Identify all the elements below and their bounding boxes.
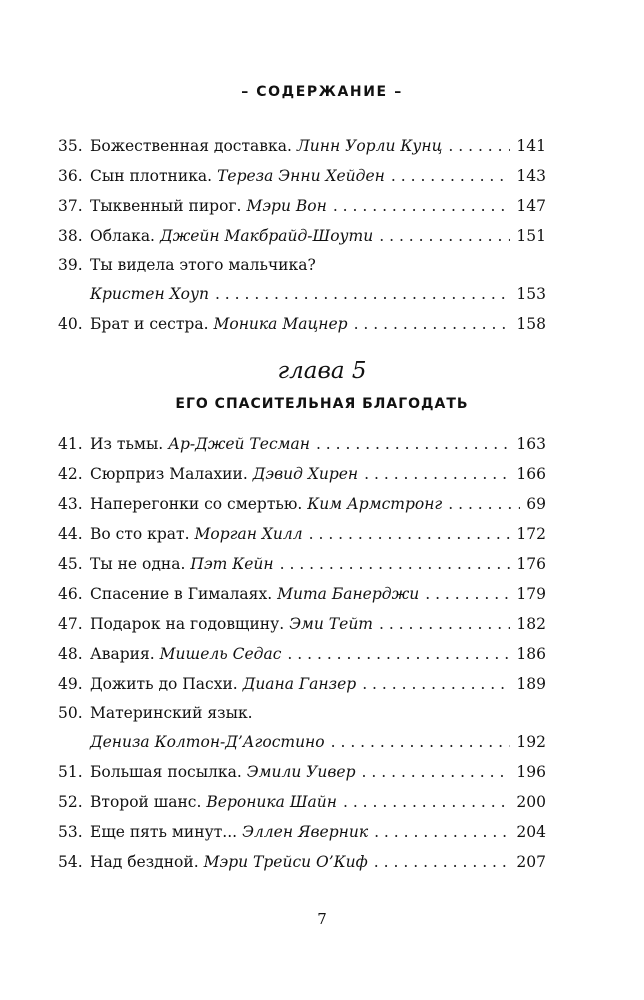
entry-title: Подарок на годовщину. — [90, 615, 285, 633]
dot-leader — [425, 579, 510, 609]
entry-title: Второй шанс. — [90, 793, 202, 811]
entry-title: Тыквенный пирог. — [90, 197, 242, 215]
entry-author: Моника Мацнер — [213, 315, 348, 333]
entry-title: Материнский язык. — [90, 704, 253, 722]
entry-page: 182 — [516, 615, 546, 633]
toc-list-part2 — [58, 429, 546, 877]
entry-page: 196 — [516, 763, 546, 781]
toc-entry — [58, 639, 546, 669]
entry-number: 45. — [58, 555, 83, 573]
entry-title: Ты видела этого мальчика? — [90, 256, 316, 274]
entry-author: Кристен Хоуп — [90, 285, 209, 303]
entry-number: 44. — [58, 525, 83, 543]
chapter-label: глава 5 — [277, 358, 367, 384]
toc-entry — [58, 191, 546, 221]
entry-author: Пэт Кейн — [190, 555, 274, 573]
entry-title: Наперегонки со смертью. — [90, 495, 303, 513]
entry-number: 41. — [58, 435, 83, 453]
dot-leader — [287, 639, 510, 669]
toc-entry — [58, 429, 546, 459]
entry-author: Ар-Джей Тесман — [168, 435, 310, 453]
dot-leader — [362, 757, 511, 787]
entry-author: Эми Тейт — [289, 615, 373, 633]
entry-number: 47. — [58, 615, 83, 633]
entry-author: Диана Ганзер — [242, 675, 357, 693]
entry-number: 53. — [58, 823, 83, 841]
entry-author: Тереза Энни Хейден — [217, 167, 385, 185]
entry-title: Над бездной. — [90, 853, 199, 871]
entry-number: 51. — [58, 763, 83, 781]
toc-entry — [58, 669, 546, 699]
toc-entry — [58, 699, 546, 757]
entry-title: Из тьмы. — [90, 435, 164, 453]
toc-entry — [58, 609, 546, 639]
entry-page: 166 — [516, 465, 546, 483]
toc-entry — [58, 459, 546, 489]
page-number: 7 — [317, 910, 327, 928]
entry-number: 52. — [58, 793, 83, 811]
entry-page: 158 — [516, 315, 546, 333]
dot-leader — [354, 309, 511, 339]
dot-leader — [309, 519, 511, 549]
entry-page: 172 — [516, 525, 546, 543]
dot-leader — [391, 161, 511, 191]
toc-entry — [58, 847, 546, 877]
dot-leader — [316, 429, 510, 459]
dot-leader — [448, 489, 520, 519]
toc-list-part1 — [58, 131, 546, 339]
entry-author: Дэвид Хирен — [252, 465, 359, 483]
entry-number: 54. — [58, 853, 83, 871]
entry-page: 151 — [516, 227, 546, 245]
toc-entry — [58, 251, 546, 309]
toc-entry — [58, 131, 546, 161]
entry-author: Морган Хилл — [194, 525, 303, 543]
entry-author: Эллен Яверник — [242, 823, 369, 841]
entry-number: 38. — [58, 227, 83, 245]
entry-author: Дениза Колтон-Д’Агостино — [90, 733, 325, 751]
entry-number: 37. — [58, 197, 83, 215]
entry-page: 176 — [516, 555, 546, 573]
toc-entry — [58, 549, 546, 579]
entry-page: 147 — [516, 197, 546, 215]
dot-leader — [374, 847, 511, 877]
entry-title: Во сто крат. — [90, 525, 190, 543]
chapter-title: ЕГО СПАСИТЕЛЬНАЯ БЛАГОДАТЬ — [175, 396, 469, 412]
entry-title: Еще пять минут... — [90, 823, 238, 841]
entry-number: 46. — [58, 585, 83, 603]
toc-entry — [58, 519, 546, 549]
toc-entry — [58, 309, 546, 339]
entry-page: 69 — [526, 495, 546, 513]
entry-number: 50. — [58, 704, 83, 722]
entry-page: 153 — [516, 285, 546, 303]
running-head: – СОДЕРЖАНИЕ – — [241, 84, 403, 100]
entry-page: 143 — [516, 167, 546, 185]
dot-leader — [280, 549, 511, 579]
dot-leader — [379, 609, 510, 639]
toc-entry — [58, 757, 546, 787]
dot-leader — [362, 669, 510, 699]
entry-title: Сын плотника. — [90, 167, 213, 185]
entry-title: Дожить до Пасхи. — [90, 675, 238, 693]
entry-page: 200 — [516, 793, 546, 811]
entry-number: 42. — [58, 465, 83, 483]
entry-page: 207 — [516, 853, 546, 871]
entry-number: 49. — [58, 675, 83, 693]
entry-title: Авария. — [90, 645, 155, 663]
entry-page: 204 — [516, 823, 546, 841]
entry-number: 43. — [58, 495, 83, 513]
entry-number: 36. — [58, 167, 83, 185]
toc-entry — [58, 161, 546, 191]
entry-author: Ким Армстронг — [307, 495, 443, 513]
toc-entry — [58, 579, 546, 609]
entry-page: 186 — [516, 645, 546, 663]
toc-entry — [58, 221, 546, 251]
dot-leader — [364, 459, 510, 489]
entry-title: Спасение в Гималаях. — [90, 585, 273, 603]
dot-leader — [448, 131, 510, 161]
entry-page: 163 — [516, 435, 546, 453]
entry-author: Мэри Вон — [246, 197, 327, 215]
dot-leader — [331, 728, 511, 757]
toc-entry — [58, 817, 546, 847]
entry-title: Ты не одна. — [90, 555, 186, 573]
dot-leader — [333, 191, 511, 221]
entry-author: Линн Уорли Кунц — [296, 137, 443, 155]
toc-entry — [58, 787, 546, 817]
entry-page: 179 — [516, 585, 546, 603]
entry-author: Мита Банерджи — [277, 585, 420, 603]
entry-page: 192 — [516, 733, 546, 751]
dot-leader — [343, 787, 510, 817]
entry-number: 48. — [58, 645, 83, 663]
entry-number: 40. — [58, 315, 83, 333]
dot-leader — [379, 221, 510, 251]
dot-leader — [374, 817, 510, 847]
entry-title: Облака. — [90, 227, 155, 245]
entry-author: Мишель Седас — [159, 645, 282, 663]
entry-page: 141 — [516, 137, 546, 155]
entry-title: Сюрприз Малахии. — [90, 465, 248, 483]
entry-author: Мэри Трейси О’Киф — [203, 853, 368, 871]
entry-page: 189 — [516, 675, 546, 693]
entry-author: Эмили Уивер — [246, 763, 356, 781]
entry-number: 35. — [58, 137, 83, 155]
entry-title: Большая посылка. — [90, 763, 242, 781]
entry-author: Вероника Шайн — [206, 793, 337, 811]
toc-entry — [58, 489, 546, 519]
entry-number: 39. — [58, 256, 83, 274]
entry-author: Джейн Макбрайд-Шоути — [159, 227, 374, 245]
entry-title: Божественная доставка. — [90, 137, 292, 155]
entry-title: Брат и сестра. — [90, 315, 209, 333]
dot-leader — [215, 280, 510, 309]
